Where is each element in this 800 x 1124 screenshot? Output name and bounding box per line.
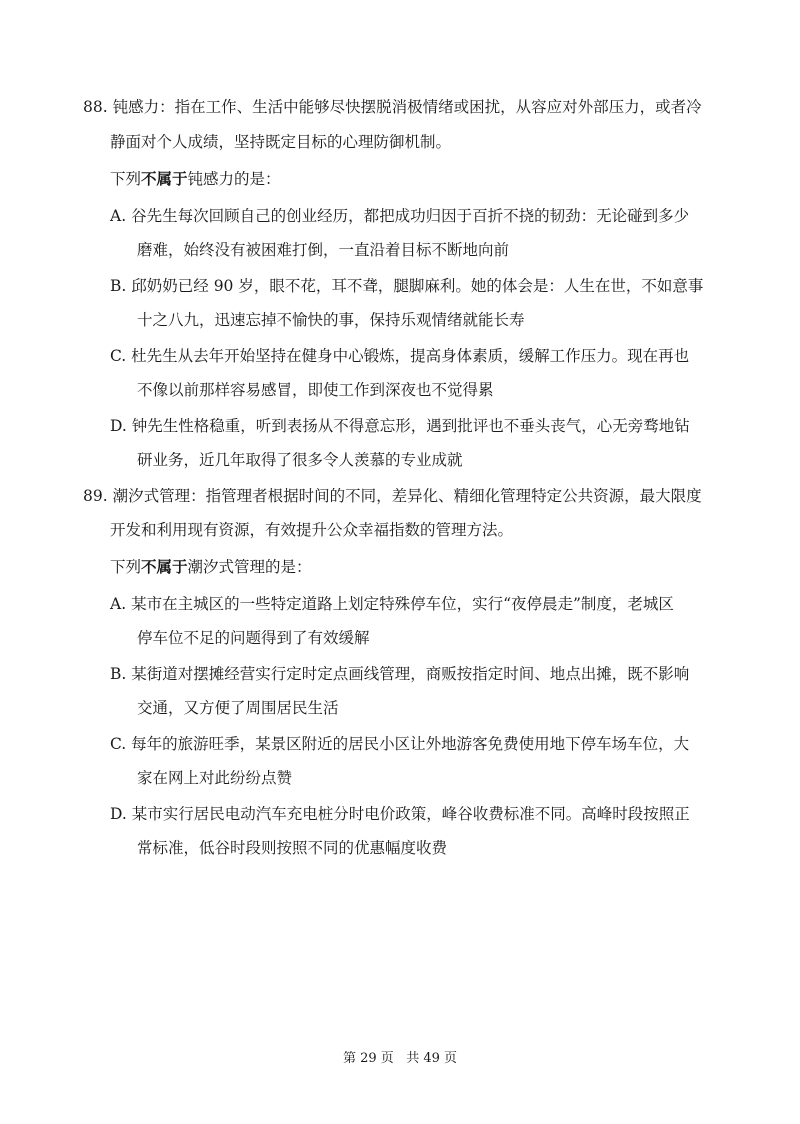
option-b-line-1: B. 邱奶奶已经 90 岁，眼不花，耳不聋，腿脚麻利。她的体会是：人生在世，不如意事: [110, 277, 704, 295]
emphasis-not-belong: 不属于: [141, 169, 188, 188]
option-a-line-2: 停车位不足的问题得到了有效缓解: [137, 629, 370, 647]
question-88-stem-line-1: [83, 96, 702, 118]
question-89-stem-line-2: 开发和利用现有资源，有效提升公众幸福指数的管理方法。: [110, 521, 514, 539]
question-88-prompt: 下列不属于钝感力的是：: [110, 169, 281, 188]
question-number: 89.: [83, 487, 108, 505]
option-a-line-1: A. 某市在主城区的一些特定道路上划定特殊停车位，实行“夜停晨走”制度，老城区: [110, 595, 674, 613]
question-stem-text: 钝感力：指在工作、生活中能够尽快摆脱消极情绪或困扰，从容应对外部压力，或者冷: [112, 98, 702, 116]
option-d-line-2: 常标准，低谷时段则按照不同的优惠幅度收费: [137, 839, 448, 857]
option-d-line-1: D. 钟先生性格稳重，听到表扬从不得意忘形，遇到批评也不垂头丧气，心无旁骛地钻: [110, 417, 690, 435]
question-88-stem-line-2: 静面对个人成绩，坚持既定目标的心理防御机制。: [110, 133, 452, 151]
question-89-stem-line-1: [83, 485, 702, 507]
emphasis-not-belong: 不属于: [141, 557, 188, 576]
option-label: B.: [110, 665, 127, 683]
option-b-line-2: 十之八九，迅速忘掉不愉快的事，保持乐观情绪就能长寿: [137, 311, 525, 329]
option-d-line-1: D. 某市实行居民电动汽车充电桩分时电价政策，峰谷收费标准不同。高峰时段按照正: [110, 805, 690, 823]
option-b-line-1: B. 某街道对摆摊经营实行定时定点画线管理，商贩按指定时间、地点出摊，既不影响: [110, 665, 690, 683]
option-c-line-2: 不像以前那样容易感冒，即使工作到深夜也不觉得累: [137, 381, 494, 399]
option-d-line-2: 研业务，近几年取得了很多令人羡慕的专业成就: [137, 451, 463, 469]
option-c-line-2: 家在网上对此纷纷点赞: [137, 769, 293, 787]
option-label: D.: [110, 805, 127, 823]
option-label: B.: [110, 277, 127, 295]
option-c-line-1: C. 杜先生从去年开始坚持在健身中心锻炼，提高身体素质，缓解工作压力。现在再也: [110, 347, 690, 365]
question-stem-text: 潮汐式管理：指管理者根据时间的不同，差异化、精细化管理特定公共资源，最大限度: [112, 487, 702, 505]
option-label: D.: [110, 417, 127, 435]
option-label: C.: [110, 735, 127, 753]
option-a-line-1: A. 谷先生每次回顾自己的创业经历，都把成功归因于百折不挠的韧劲：无论碰到多少: [110, 207, 690, 225]
question-number: 88.: [83, 98, 108, 116]
question-89-prompt: 下列不属于潮汐式管理的是：: [110, 557, 312, 576]
option-b-line-2: 交通，又方便了周围居民生活: [137, 699, 339, 717]
option-label: A.: [110, 207, 127, 225]
option-a-line-2: 磨难，始终没有被困难打倒，一直沿着目标不断地向前: [137, 241, 510, 259]
page-number-footer: 第 29 页 共 49 页: [342, 1051, 457, 1066]
option-label: C.: [110, 347, 127, 365]
option-c-line-1: C. 每年的旅游旺季，某景区附近的居民小区让外地游客免费使用地下停车场车位，大: [110, 735, 690, 753]
option-label: A.: [110, 595, 127, 613]
